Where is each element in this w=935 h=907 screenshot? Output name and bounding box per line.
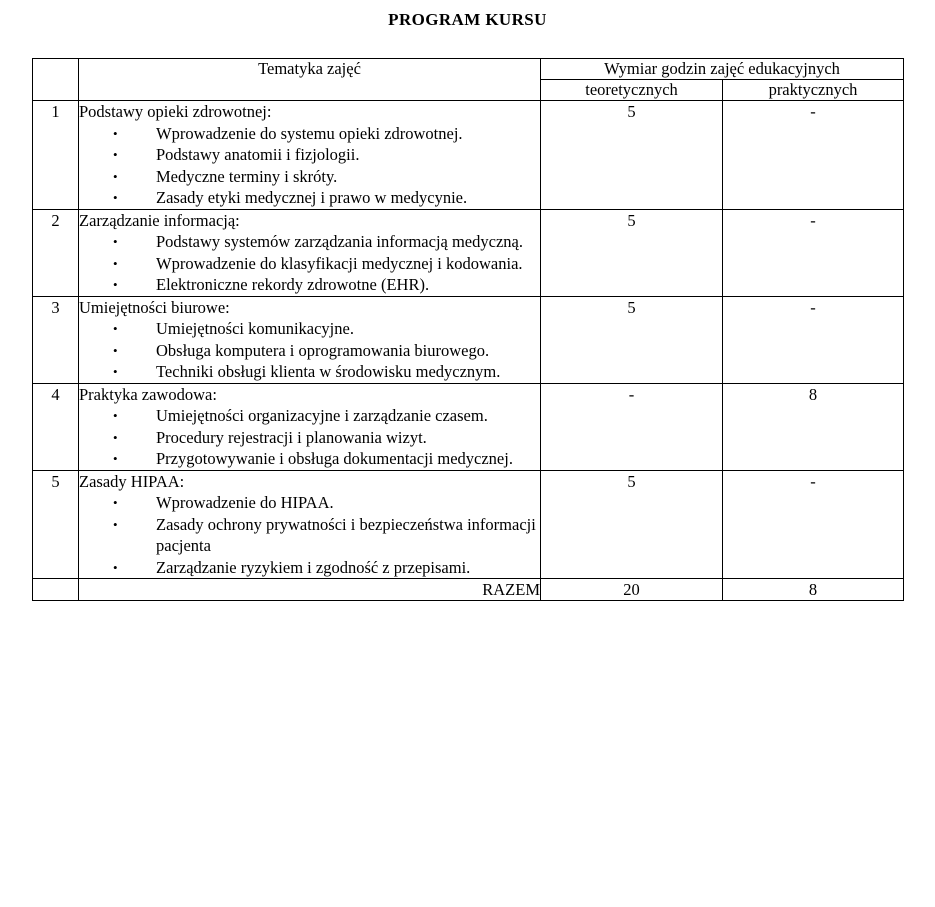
program-table-container: [32, 58, 903, 601]
table-row: [33, 296, 904, 383]
list-item-label: Umiejętności komunikacyjne.: [156, 319, 354, 338]
row-practice-hours: -: [723, 209, 904, 296]
topic-heading: Podstawy opieki zdrowotnej:: [79, 102, 272, 121]
list-item: [79, 123, 540, 145]
list-item: [79, 361, 540, 383]
list-item-label: Elektroniczne rekordy zdrowotne (EHR).: [156, 275, 430, 294]
bullet-icon: •: [113, 277, 118, 292]
list-item-label: Zarządzanie ryzykiem i zgodność z przepisami.: [156, 557, 471, 577]
row-practice-hours: -: [723, 470, 904, 579]
topic-heading: Praktyka zawodowa:: [79, 384, 217, 404]
list-item-label: Wprowadzenie do klasyfikacji medycznej i kodowania.: [156, 253, 523, 273]
list-item-label: Techniki obsługi klienta w środowisku medycznym.: [156, 362, 501, 381]
list-item: [79, 231, 540, 253]
list-item-label: Obsługa komputera i oprogramowania biurowego.: [156, 340, 490, 360]
row-topic: [79, 296, 541, 383]
bullet-icon: •: [113, 495, 118, 510]
table-row: [33, 101, 904, 210]
header-theory: teoretycznych: [541, 80, 723, 101]
total-theory-hours: 20: [541, 579, 723, 601]
table-row: [33, 383, 904, 470]
header-row-primary: [33, 59, 904, 80]
list-item-label: Podstawy anatomii i fizjologii.: [156, 145, 360, 164]
header-hours-group: Wymiar godzin zajęć edukacyjnych: [541, 59, 904, 80]
bullet-icon: •: [113, 234, 118, 249]
list-item: [79, 166, 540, 188]
row-practice-hours: -: [723, 101, 904, 210]
list-item-label: Medyczne terminy i skróty.: [156, 166, 338, 186]
table-row: [33, 209, 904, 296]
bullet-icon: •: [113, 408, 118, 423]
total-row: [33, 579, 904, 601]
list-item: [79, 448, 540, 470]
list-item: [79, 405, 540, 427]
topic-bullet-list: [79, 231, 540, 296]
row-topic: [79, 101, 541, 210]
row-practice-hours: 8: [723, 383, 904, 470]
topic-bullet-list: [79, 405, 540, 470]
list-item: [79, 492, 540, 514]
bullet-icon: •: [113, 255, 118, 271]
row-theory-hours: 5: [541, 470, 723, 579]
row-number: 1: [33, 101, 79, 210]
row-number: 2: [33, 209, 79, 296]
topic-heading: Zasady HIPAA:: [79, 471, 185, 491]
list-item-label: Podstawy systemów zarządzania informacją medyczną.: [156, 232, 523, 251]
bullet-icon: •: [113, 190, 118, 205]
bullet-icon: •: [113, 364, 118, 379]
list-item: [79, 557, 540, 579]
header-practice: praktycznych: [723, 80, 904, 101]
bullet-icon: •: [113, 321, 118, 336]
list-item: [79, 318, 540, 340]
bullet-icon: •: [113, 451, 118, 466]
table-row: [33, 470, 904, 579]
row-number: 4: [33, 383, 79, 470]
row-number: 3: [33, 296, 79, 383]
row-theory-hours: 5: [541, 209, 723, 296]
list-item: [79, 274, 540, 296]
bullet-icon: •: [113, 147, 118, 162]
header-number: [33, 59, 79, 101]
list-item-label: Wprowadzenie do systemu opieki zdrowotnej.: [156, 123, 463, 143]
list-item-label: Umiejętności organizacyjne i zarządzanie czasem.: [156, 406, 488, 425]
bullet-icon: •: [113, 429, 118, 445]
page-title: PROGRAM KURSU: [388, 10, 547, 29]
list-item: [79, 340, 540, 362]
list-item: [79, 187, 540, 209]
list-item-label: Procedury rejestracji i planowania wizyt.: [156, 427, 427, 447]
row-topic: [79, 470, 541, 579]
list-item-label: Zasady ochrony prywatności i bezpieczeństwa informacji pacjenta: [156, 514, 536, 555]
bullet-icon: •: [113, 559, 118, 575]
row-theory-hours: -: [541, 383, 723, 470]
table-body: [33, 101, 904, 601]
total-row-number: [33, 579, 79, 601]
row-topic: [79, 209, 541, 296]
bullet-icon: •: [113, 168, 118, 184]
topic-heading: Zarządzanie informacją:: [79, 210, 240, 230]
topic-bullet-list: [79, 318, 540, 383]
list-item: [79, 253, 540, 275]
bullet-icon: •: [113, 125, 118, 141]
row-practice-hours: -: [723, 296, 904, 383]
row-topic: [79, 383, 541, 470]
total-label: RAZEM: [79, 579, 541, 601]
list-item: [79, 514, 540, 557]
program-table: [32, 58, 904, 601]
bullet-icon: •: [113, 516, 118, 532]
list-item: [79, 427, 540, 449]
total-practice-hours: 8: [723, 579, 904, 601]
topic-bullet-list: [79, 492, 540, 578]
list-item-label: Wprowadzenie do HIPAA.: [156, 493, 334, 512]
topic-bullet-list: [79, 123, 540, 209]
topic-heading: Umiejętności biurowe:: [79, 297, 230, 317]
list-item-label: Przygotowywanie i obsługa dokumentacji medycznej.: [156, 449, 513, 468]
row-theory-hours: 5: [541, 296, 723, 383]
list-item: [79, 144, 540, 166]
row-theory-hours: 5: [541, 101, 723, 210]
row-number: 5: [33, 470, 79, 579]
bullet-icon: •: [113, 342, 118, 358]
header-topic: Tematyka zajęć: [79, 59, 541, 101]
table-header: [33, 59, 904, 101]
list-item-label: Zasady etyki medycznej i prawo w medycynie.: [156, 188, 468, 207]
